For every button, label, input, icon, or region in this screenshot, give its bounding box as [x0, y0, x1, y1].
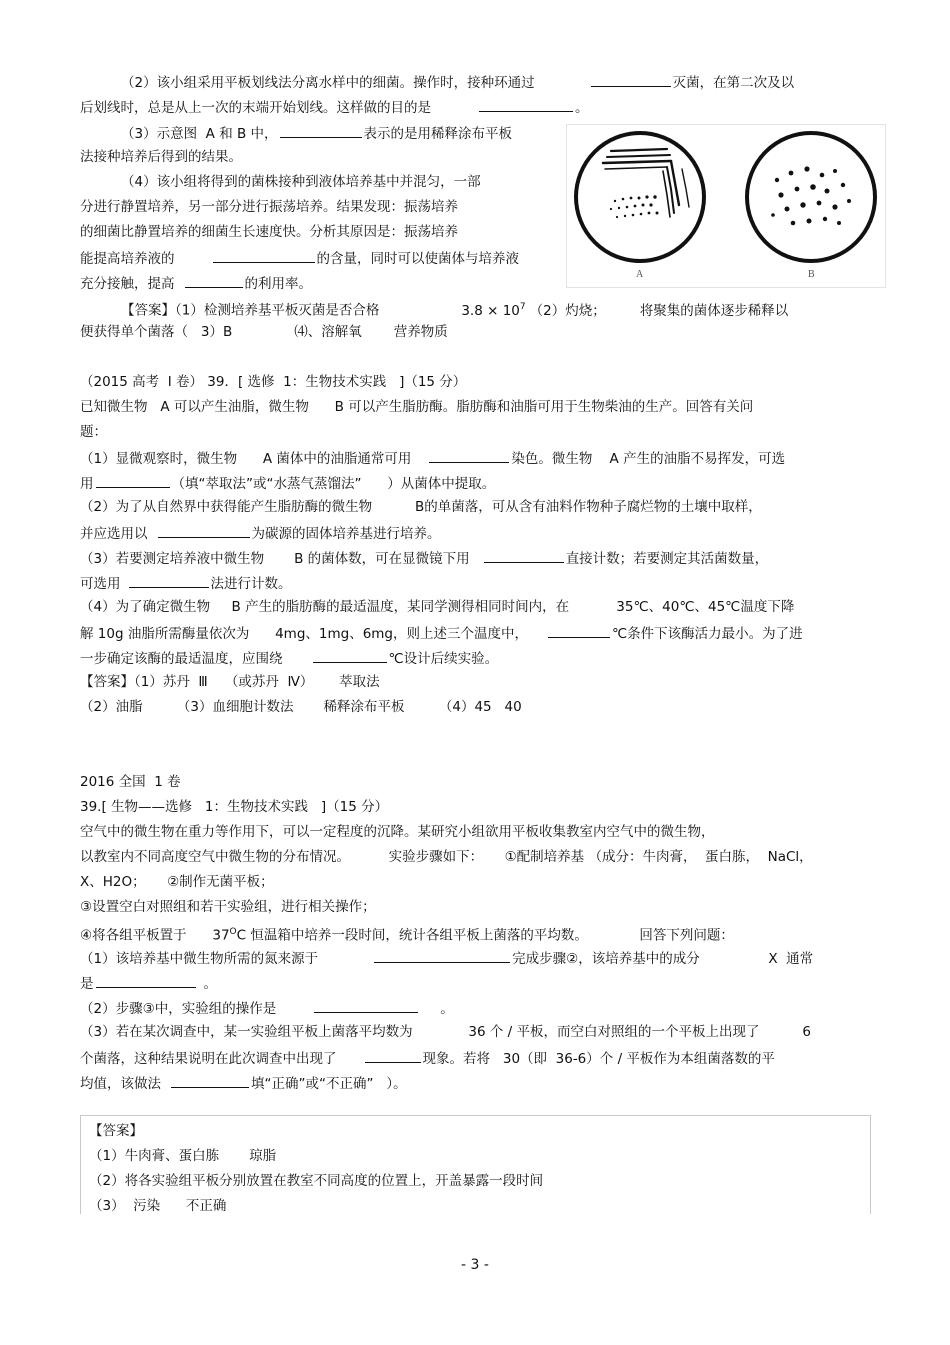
- q2016-intro-2: 以教室内不同高度空气中微生物的分布情况。 实验步骤如下： ①配制培养基 （成分：牛肉膏， 蛋白胨， NaCl，: [80, 849, 813, 865]
- answer-blank: [365, 1048, 421, 1063]
- text: 一步确定该酶的最适温度，应围绕: [80, 651, 283, 667]
- petri-dish-figure: [566, 124, 886, 288]
- text: 的利用率。: [244, 276, 312, 292]
- text: 法进行计数。: [210, 576, 292, 592]
- text: 填“正确”或“不正确” ）。: [251, 1076, 407, 1092]
- answer-blank: [548, 623, 610, 638]
- answer-blank: [374, 948, 510, 963]
- text: 染色。微生物 A 产生的油脂不易挥发，可选: [511, 451, 786, 467]
- answer-blank: [158, 523, 250, 538]
- text: 。: [575, 100, 589, 116]
- streak-lines: [603, 149, 689, 217]
- text: 完成步骤②，该培养基中的成分 X 通常: [512, 951, 814, 967]
- text: （1）显微观察时，微生物 A 菌体中的油脂通常可用: [80, 451, 412, 467]
- text: 充分接触，提高: [80, 276, 175, 292]
- q2015-q4-line2: [80, 623, 803, 643]
- q2016-q2-line1: [80, 998, 454, 1018]
- text: （填“萃取法”或“水蒸气蒸馏法” ）从菌体中提取。: [171, 476, 496, 492]
- q2015-q2-line1: （2）为了从自然界中获得能产生脂肪酶的微生物 B的单菌落，可从含有油料作物种子腐烂物的土壤中取样，: [80, 499, 762, 515]
- page-number: - 3 -: [461, 1257, 489, 1273]
- answer-blank: [314, 998, 418, 1013]
- text: ℃条件下该酶活力最小。为了进: [612, 626, 803, 642]
- q2014-4-line4: [80, 248, 519, 268]
- q2015-answer-line1: 【答案】（1）苏丹 Ⅲ （或苏丹 Ⅳ） 萃取法: [80, 674, 380, 690]
- petri-dish-illustration: [567, 125, 885, 287]
- q2016-header-2: 39.[ 生物——选修 1：生物技术实践 ]（15 分）: [80, 799, 389, 815]
- q2016-intro-4: ③设置空白对照组和若干实验组，进行相关操作；: [80, 899, 376, 915]
- q2014-4-line1: （4）该小组将得到的菌株接种到液体培养基中并混匀，一部: [121, 174, 481, 190]
- q2015-intro-1: 已知微生物 A 可以产生油脂，微生物 B 可以产生脂肪酶。脂肪酶和油脂可用于生物柴油的生产。回答有关问: [80, 399, 754, 415]
- q2015-q4-line1: （4）为了确定微生物 B 产生的脂肪酶的最适温度，某同学测得相同时间内，在 35℃、40℃、45℃温度下降: [80, 599, 795, 615]
- q2014-answer-line2: [80, 323, 448, 341]
- answer-blank: [96, 473, 170, 488]
- q2016-q3-line3: [80, 1073, 407, 1093]
- text: 。: [440, 1001, 454, 1017]
- answer-blank: [313, 648, 387, 663]
- text: 并应选用以: [80, 526, 148, 542]
- text: （2）该小组采用平板划线法分离水样中的细菌。操作时，接种环通过: [121, 75, 535, 91]
- text: 均值，该做法: [80, 1076, 161, 1092]
- text: （1）该培养基中微生物所需的氮来源于: [80, 951, 319, 967]
- text: 3.8 × 10: [461, 302, 520, 319]
- text: 现象。若将 30（即 36-6）个 / 平板作为本组菌落数的平: [422, 1051, 775, 1067]
- answer-blank: [213, 248, 315, 263]
- text: 用: [80, 476, 94, 492]
- q2016-intro-5: [80, 923, 734, 945]
- figure-label-b: B: [808, 269, 815, 280]
- q2014-2-line2: [80, 97, 589, 117]
- text: 营养物质: [393, 324, 448, 340]
- q2016-q3-line1: （3）若在某次调查中，某一实验组平板上菌落平均数为 36 个 / 平板，而空白对照组的一个平板上出现了 6: [80, 1024, 811, 1040]
- q2015-q1-line2: [80, 473, 495, 493]
- text: 是: [80, 976, 94, 992]
- text: 解 10g 油脂所需酶量依次为 4mg、1mg、6mg，则上述三个温度中，: [80, 626, 529, 642]
- answer-blank: [479, 97, 573, 112]
- answer-blank: [429, 448, 509, 463]
- q2016-intro-3: X、H2O； ②制作无菌平板；: [80, 874, 274, 890]
- text: 便获得单个菌落（ 3）B: [80, 324, 233, 340]
- text: 。: [203, 976, 217, 992]
- q2015-q3-line2: [80, 573, 292, 593]
- text: 直接计数；若要测定其活菌数量，: [565, 551, 769, 567]
- q2016-q1-line1: [80, 948, 813, 968]
- text: ℃设计后续实验。: [388, 651, 499, 667]
- q2015-q1-line1: [80, 448, 785, 468]
- q2014-4-line5: [80, 273, 312, 293]
- dish-b: [747, 133, 875, 261]
- text: （2）步骤③中，实验组的操作是: [80, 1001, 277, 1017]
- q2014-answer-line1: [121, 298, 788, 320]
- q2016-header-1: 2016 全国 1 卷: [80, 774, 181, 790]
- q2015-header: （2015 高考 Ⅰ 卷） 39．[ 选修 1：生物技术实践 ]（15 分）: [80, 374, 467, 390]
- q2016-q3-line2: [80, 1048, 775, 1068]
- answer-line-2: （2）将各实验组平板分别放置在教室不同高度的位置上，开盖暴露一段时间: [89, 1173, 544, 1189]
- colonies: [771, 166, 851, 225]
- q2015-intro-2: 题：: [80, 424, 107, 440]
- answer-title: 【答案】: [89, 1123, 143, 1139]
- q2015-answer-line2: （2）油脂 （3）血细胞计数法 稀释涂布平板 （4）45 40: [80, 699, 522, 715]
- text: 个菌落，这种结果说明在此次调查中出现了: [80, 1051, 337, 1067]
- text: 表示的是用稀释涂布平板: [363, 126, 513, 142]
- text: （3）若要测定培养液中微生物 B 的菌体数，可在显微镜下用: [80, 551, 470, 567]
- answer-blank: [185, 273, 243, 288]
- answer-line-1: （1）牛肉膏、蛋白胨 琼脂: [89, 1148, 277, 1164]
- text: ⑷、溶解氧: [294, 324, 362, 340]
- q2014-4-line3: 的细菌比静置培养的细菌生长速度快。分析其原因是：振荡培养: [80, 224, 458, 240]
- answer-blank: [591, 72, 671, 87]
- q2015-q3-line1: [80, 548, 768, 568]
- text: 后划线时，总是从上一次的末端开始划线。这样做的目的是: [80, 100, 431, 116]
- q2016-intro-1: 空气中的微生物在重力等作用下，可以一定程度的沉降。某研究小组欲用平板收集教室内空气中的微生物，: [80, 824, 715, 840]
- degree-mark: O: [229, 927, 237, 937]
- text: ④将各组平板置于 37: [80, 927, 230, 944]
- superscript: 7: [519, 302, 526, 312]
- answer-box-2016: [80, 1115, 871, 1214]
- text: 灭菌，在第二次及以: [672, 75, 795, 91]
- answer-line-3: （3） 污染 不正确: [89, 1198, 227, 1214]
- text: 可选用: [80, 576, 121, 592]
- answer-blank: [280, 123, 362, 138]
- text: 能提高培养液的: [80, 251, 175, 267]
- text: C 恒温箱中培养一段时间，统计各组平板上菌落的平均数。 回答下列问题：: [236, 927, 734, 944]
- q2016-q1-line2: [80, 973, 217, 993]
- q2015-q2-line2: [80, 523, 441, 543]
- text: 的含量，同时可以使菌体与培养液: [316, 251, 519, 267]
- answer-blank: [484, 548, 564, 563]
- answer-blank: [171, 1073, 249, 1088]
- q2014-3-line2: 法接种培养后得到的结果。: [80, 149, 242, 165]
- q2014-4-line2: 分进行静置培养，另一部分进行振荡培养。结果发现：振荡培养: [80, 199, 458, 215]
- text: 【答案】（1）检测培养基平板灭菌是否合格: [121, 302, 380, 319]
- q2015-q4-line3: [80, 648, 498, 668]
- text: （3）示意图 A 和 B 中，: [121, 126, 278, 142]
- text: 为碳源的固体培养基进行培养。: [251, 526, 441, 542]
- answer-blank: [96, 973, 196, 988]
- text: （2）灼烧；: [529, 302, 606, 319]
- q2014-2-line1: [121, 72, 794, 92]
- text: 将聚集的菌体逐步稀释以: [639, 302, 789, 319]
- streak-dots: [610, 195, 659, 218]
- q2014-3-line1: [121, 123, 512, 143]
- figure-label-a: A: [636, 269, 644, 280]
- answer-blank: [129, 573, 209, 588]
